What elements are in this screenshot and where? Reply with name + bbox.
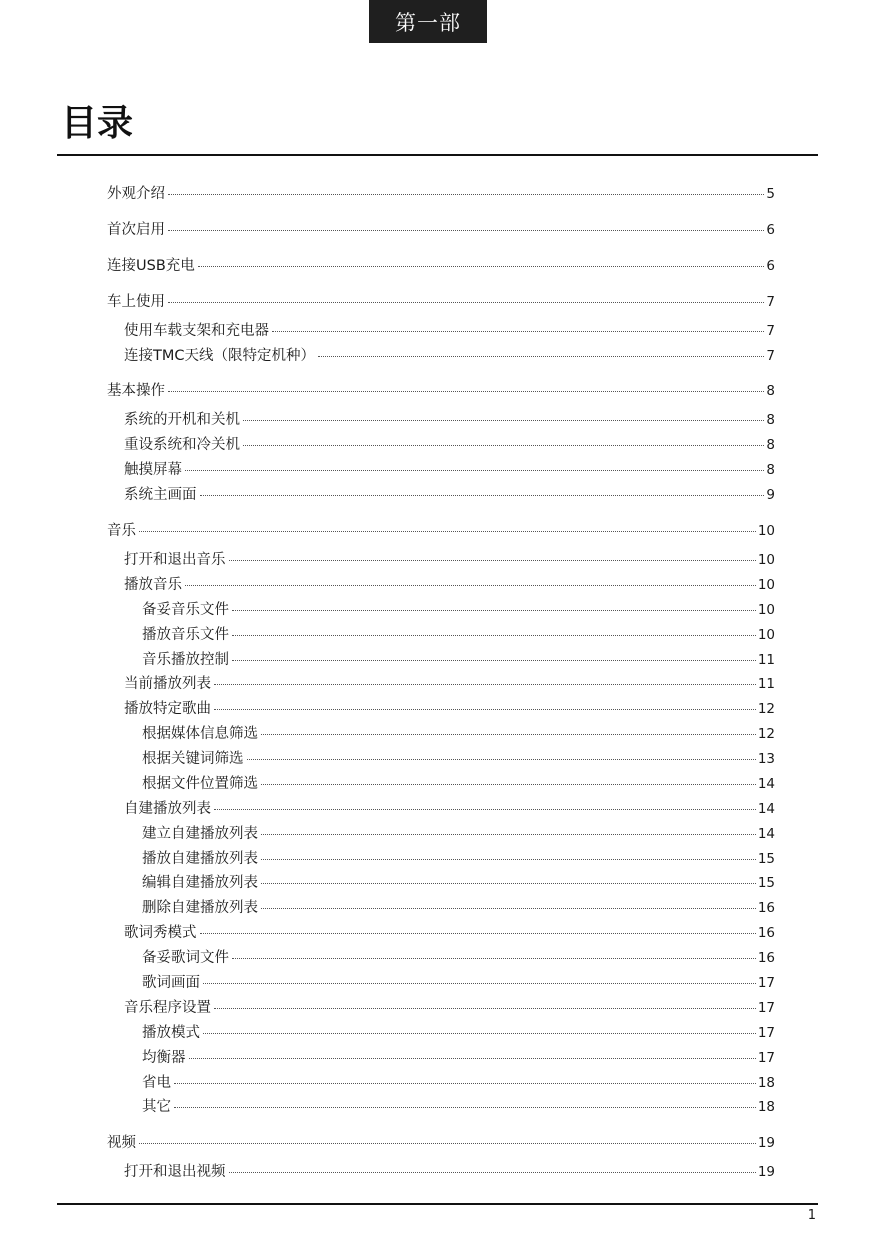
toc-entry-label: 基本操作: [107, 383, 165, 399]
toc-entry-page: 12: [757, 726, 775, 742]
toc-entry-label: 视频: [107, 1135, 136, 1151]
dot-leader: [168, 229, 764, 231]
toc-entry-label: 根据关键词筛选: [142, 751, 244, 767]
dot-leader: [203, 982, 756, 984]
toc-entry-label: 连接TMC天线（限特定机种）: [124, 348, 315, 364]
dot-leader: [200, 494, 765, 496]
toc-entry-page: 5: [766, 186, 775, 202]
dot-leader: [261, 907, 756, 909]
toc-entry-page: 10: [757, 577, 775, 593]
toc-entry-label: 车上使用: [107, 294, 165, 310]
dot-leader: [232, 634, 756, 636]
toc-entry-page: 17: [757, 1000, 775, 1016]
dot-leader: [168, 301, 764, 303]
toc-entry-page: 14: [757, 826, 775, 842]
toc-entry-label: 均衡器: [142, 1050, 186, 1066]
dot-leader: [261, 733, 756, 735]
dot-leader: [200, 932, 756, 934]
toc-entry-label: 播放自建播放列表: [142, 851, 258, 867]
toc-entry-page: 7: [766, 323, 775, 339]
toc-entry-label: 其它: [142, 1099, 171, 1115]
toc-entry-page: 7: [766, 294, 775, 310]
toc-entry-label: 音乐: [107, 523, 136, 539]
dot-leader: [214, 808, 756, 810]
toc-entry-label: 外观介绍: [107, 186, 165, 202]
toc-entry-page: 17: [757, 1025, 775, 1041]
toc-entry-page: 8: [766, 462, 775, 478]
toc-entry[interactable]: [124, 922, 775, 944]
toc-entry-page: 10: [757, 523, 775, 539]
dot-leader: [318, 355, 764, 357]
toc-entry-label: 建立自建播放列表: [142, 826, 258, 842]
toc-entry-page: 7: [766, 348, 775, 364]
toc-entry[interactable]: [142, 1072, 775, 1094]
toc-entry-page: 17: [757, 975, 775, 991]
toc-entry[interactable]: [142, 1096, 775, 1118]
dot-leader: [229, 559, 756, 561]
toc-entry-page: 10: [757, 552, 775, 568]
toc-entry[interactable]: [107, 183, 775, 205]
dot-leader: [139, 530, 756, 532]
toc-entry-page: 8: [766, 383, 775, 399]
dot-leader: [243, 444, 764, 446]
dot-leader: [261, 783, 756, 785]
toc-entry-page: 15: [757, 851, 775, 867]
dot-leader: [168, 193, 764, 195]
toc-entry-label: 连接USB充电: [107, 258, 195, 274]
toc-entry-page: 18: [757, 1075, 775, 1091]
toc-entry-page: 11: [757, 652, 775, 668]
toc-entry-page: 10: [757, 602, 775, 618]
dot-leader: [232, 659, 756, 661]
toc-entry[interactable]: [107, 219, 775, 241]
dot-leader: [232, 957, 756, 959]
toc-entry[interactable]: [124, 345, 775, 367]
toc-entry-page: 12: [757, 701, 775, 717]
dot-leader: [261, 833, 756, 835]
toc-entry[interactable]: [142, 947, 775, 969]
dot-leader: [203, 1032, 756, 1034]
toc-entry-label: 删除自建播放列表: [142, 900, 258, 916]
toc-entry-label: 歌词画面: [142, 975, 200, 991]
toc-entry-page: 11: [757, 676, 775, 692]
toc-entry[interactable]: [142, 1047, 775, 1069]
toc-entry[interactable]: [107, 291, 775, 313]
toc-entry[interactable]: [124, 320, 775, 342]
toc-entry-page: 8: [766, 412, 775, 428]
dot-leader: [139, 1142, 756, 1144]
toc-entry-label: 重设系统和冷关机: [124, 437, 240, 453]
toc-entry-label: 使用车载支架和充电器: [124, 323, 269, 339]
dot-leader: [174, 1082, 756, 1084]
toc-entry-label: 触摸屏幕: [124, 462, 182, 478]
dot-leader: [168, 390, 764, 392]
toc-entry-label: 根据媒体信息筛选: [142, 726, 258, 742]
toc-entry-page: 14: [757, 801, 775, 817]
toc-entry[interactable]: [124, 574, 775, 596]
toc-entry-label: 首次启用: [107, 222, 165, 238]
toc-entry-label: 系统的开机和关机: [124, 412, 240, 428]
toc-entry[interactable]: [142, 599, 775, 621]
toc-entry-label: 当前播放列表: [124, 676, 211, 692]
toc-entry[interactable]: [142, 748, 775, 770]
dot-leader: [185, 584, 756, 586]
footer-divider: [57, 1203, 818, 1205]
toc-entry[interactable]: [124, 409, 775, 431]
toc-entry[interactable]: [142, 723, 775, 745]
toc-entry-page: 14: [757, 776, 775, 792]
toc-entry-label: 播放特定歌曲: [124, 701, 211, 717]
toc-entry-label: 系统主画面: [124, 487, 197, 503]
dot-leader: [229, 1171, 756, 1173]
toc-entry[interactable]: [142, 1022, 775, 1044]
toc-entry[interactable]: [124, 434, 775, 456]
toc-entry-page: 17: [757, 1050, 775, 1066]
toc-entry-label: 备妥歌词文件: [142, 950, 229, 966]
toc-entry-page: 10: [757, 627, 775, 643]
dot-leader: [272, 330, 764, 332]
part-label: 第一部: [369, 0, 487, 43]
dot-leader: [232, 609, 756, 611]
toc-entry[interactable]: [124, 1161, 775, 1183]
toc-entry[interactable]: [107, 1132, 775, 1154]
toc-entry[interactable]: [124, 673, 775, 695]
page-number: 1: [807, 1208, 816, 1223]
toc-entry[interactable]: [124, 484, 775, 506]
dot-leader: [261, 858, 756, 860]
toc-entry[interactable]: [124, 698, 775, 720]
toc-entry-label: 音乐播放控制: [142, 652, 229, 668]
dot-leader: [185, 469, 764, 471]
toc-entry-page: 9: [766, 487, 775, 503]
toc-entry-label: 播放音乐: [124, 577, 182, 593]
toc-entry-label: 音乐程序设置: [124, 1000, 211, 1016]
toc-entry[interactable]: [107, 255, 775, 277]
dot-leader: [214, 1007, 756, 1009]
toc-entry-label: 歌词秀模式: [124, 925, 197, 941]
toc-entry-page: 19: [757, 1164, 775, 1180]
toc-entry-page: 18: [757, 1099, 775, 1115]
toc-entry-label: 自建播放列表: [124, 801, 211, 817]
dot-leader: [174, 1106, 756, 1108]
toc-entry-page: 8: [766, 437, 775, 453]
toc-entry[interactable]: [124, 798, 775, 820]
toc-entry[interactable]: [142, 897, 775, 919]
toc-entry-page: 16: [757, 900, 775, 916]
toc-entry[interactable]: [142, 649, 775, 671]
toc-entry[interactable]: [142, 773, 775, 795]
toc-entry-label: 编辑自建播放列表: [142, 875, 258, 891]
toc-entry[interactable]: [142, 848, 775, 870]
dot-leader: [198, 265, 765, 267]
toc-entry-label: 备妥音乐文件: [142, 602, 229, 618]
toc-entry[interactable]: [124, 549, 775, 571]
dot-leader: [214, 708, 756, 710]
toc-entry-page: 16: [757, 925, 775, 941]
toc-entry-label: 根据文件位置筛选: [142, 776, 258, 792]
toc-entry-label: 打开和退出音乐: [124, 552, 226, 568]
toc-entry[interactable]: [142, 823, 775, 845]
toc-entry[interactable]: [142, 872, 775, 894]
dot-leader: [247, 758, 756, 760]
dot-leader: [243, 419, 764, 421]
toc-entry-label: 播放音乐文件: [142, 627, 229, 643]
toc-entry[interactable]: [124, 997, 775, 1019]
toc-entry[interactable]: [124, 459, 775, 481]
toc-entry-page: 13: [757, 751, 775, 767]
toc-entry-label: 播放模式: [142, 1025, 200, 1041]
toc-entry[interactable]: [142, 972, 775, 994]
toc-entry-page: 15: [757, 875, 775, 891]
toc-entry-label: 省电: [142, 1075, 171, 1091]
toc-entry-page: 6: [766, 258, 775, 274]
toc-entry[interactable]: [107, 380, 775, 402]
toc-entry-page: 19: [757, 1135, 775, 1151]
dot-leader: [261, 882, 756, 884]
toc-entry[interactable]: [142, 624, 775, 646]
dot-leader: [214, 683, 756, 685]
page-title: 目录: [61, 103, 134, 144]
toc-entry-page: 6: [766, 222, 775, 238]
toc-entry-label: 打开和退出视频: [124, 1164, 226, 1180]
toc-entry[interactable]: [107, 520, 775, 542]
dot-leader: [189, 1057, 756, 1059]
toc-entry-page: 16: [757, 950, 775, 966]
